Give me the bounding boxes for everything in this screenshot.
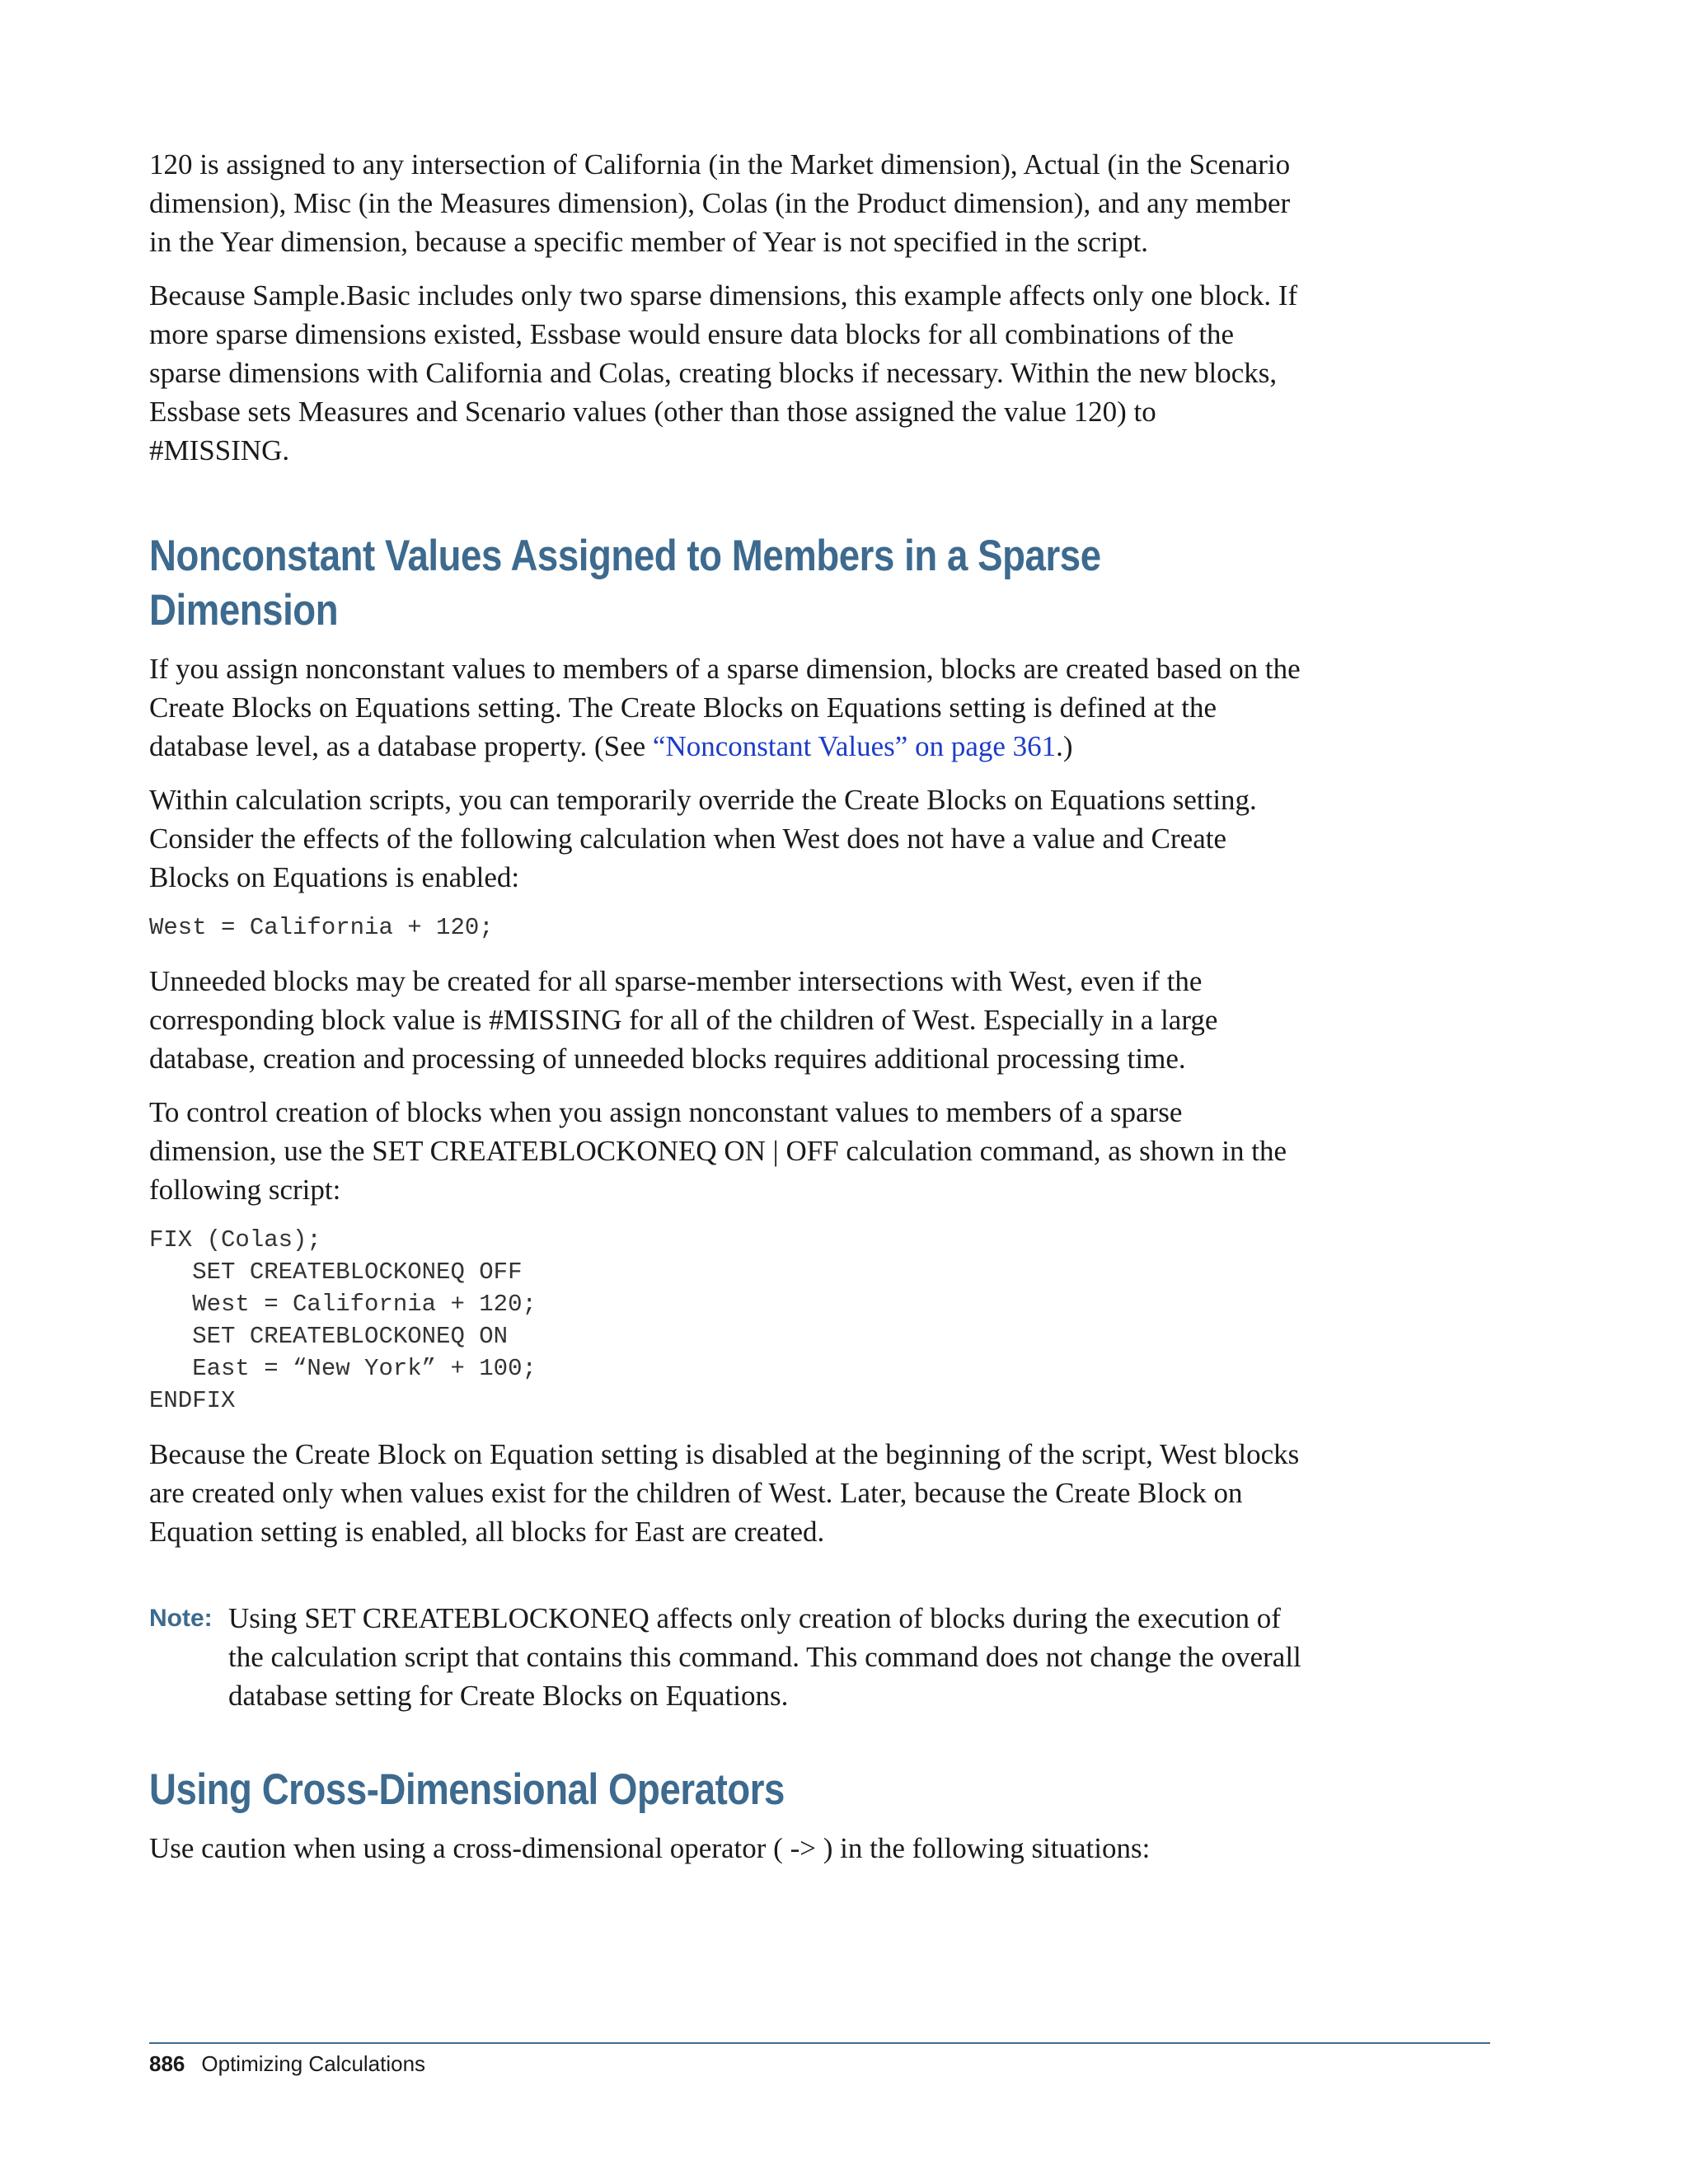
paragraph-120-assigned: 120 is assigned to any intersection of California (in the Market dimension), Actual (in the Scenario dimension), Misc (in the Measures dimension), Colas (in the Product dimension), and any member in the Year dimension, because a specific member of Year is not specified in the script.	[149, 148, 1291, 258]
paragraph-control-creation: To control creation of blocks when you assign nonconstant values to members of a sparse dimension, use the SET CREATEBLOCKONEQ ON | OFF calculation command, as shown in the following script:	[149, 1096, 1287, 1206]
page-content	[149, 145, 1303, 1882]
paragraph-unneeded-blocks: Unneeded blocks may be created for all sparse-member intersections with West, even if the corresponding block value is #MISSING for all of the children of West. Especially in a large database, creation and processing of unneeded blocks requires additional processing time.	[149, 965, 1218, 1075]
code-example-fix-script: FIX (Colas); SET CREATEBLOCKONEQ OFF West = California + 120; SET CREATEBLOCKONEQ ON East = “New York” + 100; ENDFIX	[149, 1226, 537, 1414]
paragraph-text-end: .)	[1056, 730, 1073, 762]
note-text: Using SET CREATEBLOCKONEQ affects only creation of blocks during the execution of the calculation script that contains this command. This command does not change the overall database setting for Create Blocks on Equations.	[228, 1602, 1301, 1712]
paragraph-use-caution: Use caution when using a cross-dimensional operator ( -> ) in the following situations:	[149, 1832, 1151, 1864]
paragraph-text: If you assign nonconstant values to members of a sparse dimension, blocks are created based on the Create Blocks on Equations setting. The Create Blocks on Equations setting is defined at the database level, as a database property. (See	[149, 653, 1301, 762]
code-example-west: West = California + 120;	[149, 914, 494, 941]
paragraph-assign-nonconstant	[149, 649, 1303, 766]
paragraph-override-setting: Within calculation scripts, you can temporarily override the Create Blocks on Equations setting. Consider the effects of the following calculation when West does not have a value and Create Blocks on Equations is enabled:	[149, 784, 1257, 893]
heading-cross-dimensional: Using Cross-Dimensional Operators	[149, 1765, 785, 1814]
note-label: Note:	[149, 1605, 213, 1632]
footer-rule	[149, 2042, 1490, 2044]
heading-nonconstant-values: Nonconstant Values Assigned to Members in a Sparse Dimension	[149, 532, 1101, 635]
note-block	[149, 1599, 1303, 1715]
chapter-title: Optimizing Calculations	[201, 2051, 426, 2076]
paragraph-disabled-setting: Because the Create Block on Equation setting is disabled at the beginning of the script, West blocks are created only when values exist for the children of West. Later, because the Create Block on Equation setting is enabled, all blocks for East are created.	[149, 1438, 1300, 1548]
page-footer	[149, 2049, 425, 2079]
page-number: 886	[149, 2051, 185, 2076]
paragraph-sample-basic: Because Sample.Basic includes only two sparse dimensions, this example affects only one block. If more sparse dimensions existed, Essbase would ensure data blocks for all combinations of the sparse dimensions with California and Colas, creating blocks if necessary. Within the new blocks, Essbase sets Measures and Scenario values (other than those assigned the value 120) to #MISSING.	[149, 279, 1298, 466]
cross-reference-link[interactable]: “Nonconstant Values” on page 361	[652, 730, 1057, 762]
